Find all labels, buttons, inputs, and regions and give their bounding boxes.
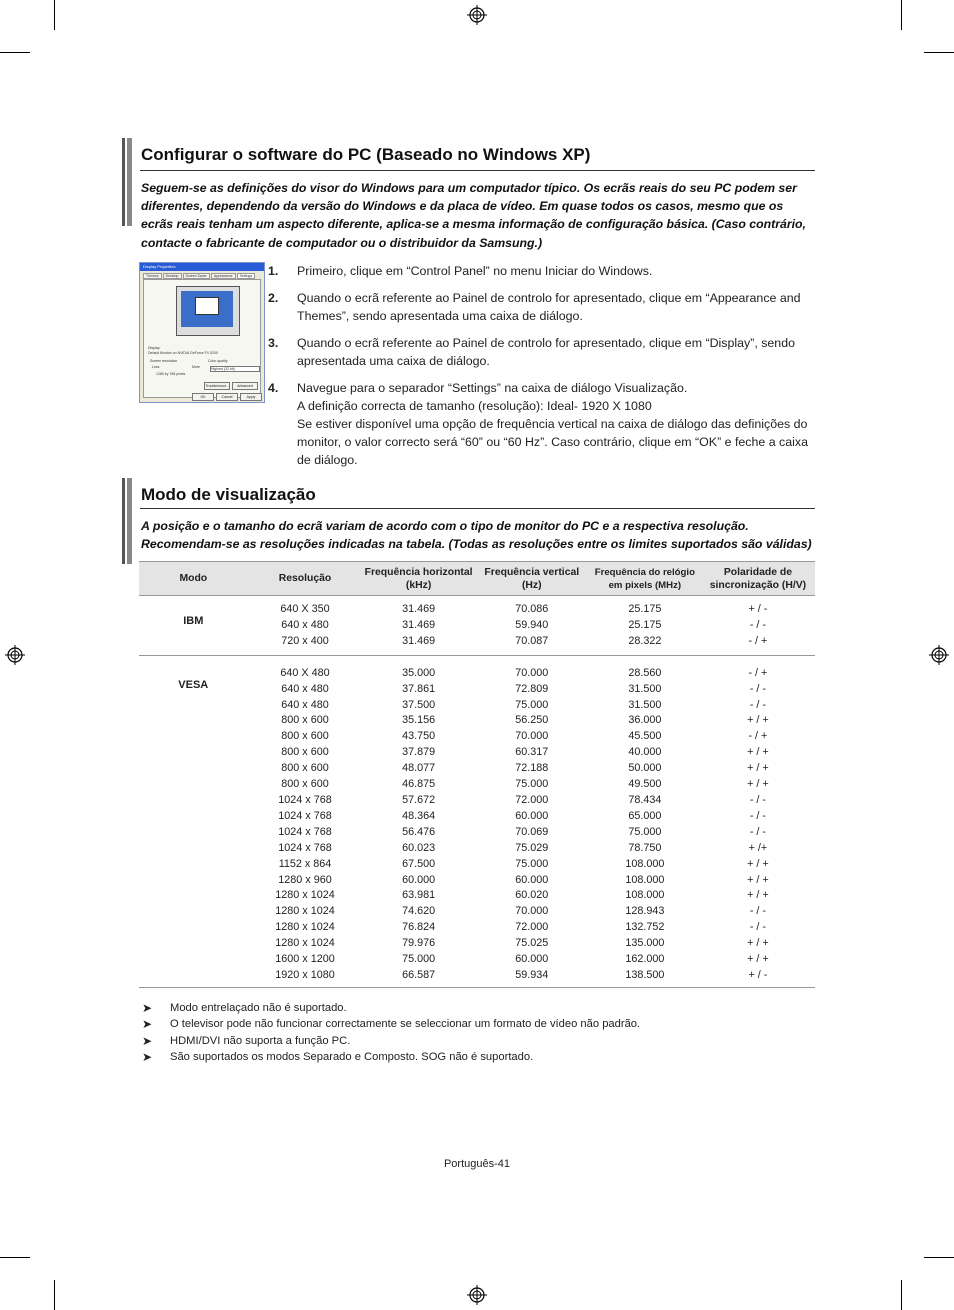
note-text: São suportados os modos Separado e Composto. SOG não é suportado. — [170, 1050, 534, 1063]
table-cell-value: + / - — [748, 603, 768, 615]
table-cell-value: 43.750 — [402, 730, 436, 743]
page-footer: Português-41 — [443, 1158, 511, 1170]
resolution-cell — [248, 655, 363, 987]
table-cell-value: 1024 x 768 — [278, 841, 332, 854]
resolution-more: More — [192, 365, 200, 369]
color-quality-value: Highest (32 bit) — [210, 366, 260, 372]
table-cell-value: - / + — [748, 634, 768, 647]
crop-mark — [54, 1280, 55, 1310]
display-properties-screenshot — [139, 262, 265, 403]
table-cell-value: 70.087 — [515, 634, 549, 647]
crop-mark — [0, 52, 30, 53]
table-cell-value: 1152 x 864 — [278, 857, 332, 870]
table-cell-value: 60.000 — [515, 809, 549, 822]
table-cell-value: - / - — [749, 921, 767, 934]
table-cell-value: 800 x 600 — [281, 746, 329, 759]
table-cell-value: 72.000 — [515, 921, 549, 934]
table-cell-value: + / + — [747, 714, 769, 727]
table-cell-value: 66.587 — [402, 968, 436, 981]
notes-list — [142, 1000, 640, 1065]
table-cell-value: - / - — [749, 618, 767, 631]
table-cell-value: 75.029 — [515, 841, 549, 854]
table-cell-value: 49.500 — [628, 778, 662, 791]
tab-appearance: Appearance — [211, 273, 236, 279]
table-cell-value: + / + — [747, 762, 769, 775]
crop-mark — [924, 52, 954, 53]
table-cell-value: 37.861 — [402, 682, 436, 695]
table-cell-value: 37.879 — [402, 746, 436, 759]
table-cell-value: + / + — [747, 953, 769, 966]
table-cell-value: 60.000 — [515, 953, 549, 966]
section-marker-bar — [122, 138, 132, 226]
table-cell-value: 45.500 — [628, 730, 662, 743]
table-cell-value: - / - — [749, 793, 767, 806]
table-cell-value: 31.500 — [628, 698, 662, 711]
table-cell-value: 1280 x 1024 — [275, 889, 335, 902]
table-cell-value: 28.560 — [628, 666, 662, 679]
table-cell-value: 1280 x 1024 — [275, 921, 335, 934]
crosshair-registration-icon — [929, 645, 949, 665]
display-label: Display: — [148, 346, 161, 350]
table-cell-value: 72.000 — [515, 793, 549, 806]
table-cell-value: 800 x 600 — [281, 714, 329, 727]
table-cell-value: 1600 x 1200 — [275, 953, 335, 966]
table-cell-value: 60.000 — [515, 873, 549, 886]
table-cell-value: 70.000 — [515, 905, 549, 918]
table-cell-value: 135.000 — [625, 937, 665, 950]
table-cell-value: 60.023 — [402, 841, 436, 854]
step-item — [268, 262, 816, 280]
section-intro-pc-software: Seguem-se as definições do visor do Windows para um computador típico. Os ecrãs reais do seu PC podem ser diferentes, dependendo da versão do Windows e da placa de vídeo. Em quase todos os casos, mesmo que os ecrãs reais tenham um aspecto diferente, aplica-se a mesma informação de configuração básica. (Caso contrário, contacte o fabricante de computador ou o distribuidor da Samsung.) — [141, 181, 806, 250]
table-cell-value: 60.020 — [515, 889, 549, 902]
table-cell-value: 56.250 — [515, 714, 549, 727]
vertical-freq-cell — [475, 655, 589, 987]
tab-themes: Themes — [143, 273, 162, 279]
table-cell-value: 76.824 — [402, 921, 436, 934]
arrow-right-icon: ➤ — [142, 1001, 153, 1015]
resolution-less: Less — [152, 365, 160, 369]
table-cell-value: 800 x 600 — [281, 762, 329, 775]
crosshair-registration-icon — [467, 5, 487, 25]
vertical-freq-cell — [475, 596, 589, 656]
table-cell-value: 72.809 — [515, 682, 549, 695]
table-cell-value: 75.000 — [515, 857, 549, 870]
table-cell-value: 35.000 — [402, 666, 436, 679]
table-cell-value: 31.469 — [402, 603, 436, 615]
table-cell-value: 31.469 — [402, 618, 436, 631]
pixel-clock-cell — [589, 596, 701, 656]
tab-settings: Settings — [237, 273, 256, 279]
table-cell-value: 50.000 — [628, 762, 662, 775]
table-cell-value: 40.000 — [628, 746, 662, 759]
header-vertical-freq: Frequência vertical (Hz) — [475, 562, 589, 596]
horizontal-freq-cell — [362, 596, 474, 656]
dialog-title: Display Properties — [140, 263, 264, 271]
table-cell-value: 60.000 — [402, 873, 436, 886]
table-cell-value: + / + — [747, 873, 769, 886]
monitor-preview — [176, 286, 240, 336]
table-cell-value: + / + — [747, 889, 769, 902]
step-text: Quando o ecrã referente ao Painel de controlo for apresentado, clique em “Display”, sendo apresentada uma caixa de diálogo. — [297, 336, 795, 368]
table-cell-value: 70.000 — [515, 730, 549, 743]
table-cell-value: + / + — [747, 778, 769, 791]
table-cell-value: 640 x 480 — [281, 682, 329, 695]
table-cell-value: 74.620 — [402, 905, 436, 918]
section-title-display-mode: Modo de visualização — [141, 485, 316, 504]
table-cell-value: 128.943 — [625, 905, 665, 918]
table-cell-value: + / + — [747, 937, 769, 950]
step-item — [268, 379, 816, 469]
table-cell-value: 75.000 — [402, 953, 436, 966]
step-item — [268, 289, 816, 325]
table-cell-value: - / - — [749, 825, 767, 838]
table-cell-value: 46.875 — [402, 778, 436, 791]
table-cell-value: 79.976 — [402, 937, 436, 950]
cancel-button: Cancel — [216, 393, 238, 401]
table-cell-value: 75.000 — [515, 778, 549, 791]
header-pixel-clock: Frequência do relógio em pixels (MHz) — [589, 562, 701, 596]
arrow-right-icon: ➤ — [142, 1049, 153, 1064]
section-marker-bar — [122, 478, 132, 564]
step-text: A definição correcta de tamanho (resolução): Ideal- 1920 X 1080 — [297, 399, 652, 413]
display-modes-table — [139, 561, 815, 988]
table-cell-value: 138.500 — [625, 968, 665, 981]
table-cell-value: 36.000 — [628, 714, 662, 727]
table-cell-value: 70.069 — [515, 825, 549, 838]
table-cell-value: 1280 x 960 — [278, 873, 332, 886]
note-item — [142, 1016, 640, 1032]
crosshair-registration-icon — [5, 645, 25, 665]
table-cell-value: - / - — [749, 809, 767, 822]
table-cell-value: 1920 x 1080 — [275, 968, 335, 981]
table-cell-value: 75.000 — [515, 698, 549, 711]
table-cell-value: 56.476 — [402, 825, 436, 838]
table-cell-value: 108.000 — [625, 889, 665, 902]
table-cell-value: 25.175 — [628, 618, 662, 631]
crop-mark — [901, 0, 902, 30]
table-cell-value: 63.981 — [402, 889, 436, 902]
step-text: Navegue para o separador “Settings” na caixa de diálogo Visualização. — [297, 381, 688, 395]
table-cell-value: 1024 x 768 — [278, 825, 332, 838]
note-item — [142, 1000, 640, 1016]
table-cell-value: 48.364 — [402, 809, 436, 822]
section-intro-display-mode: A posição e o tamanho do ecrã variam de acordo com o tipo de monitor do PC e a respectiva resolução. Recomendam-se as resoluções indicadas na tabela. (Todas as resoluções entre os limites suportados são válidas) — [141, 519, 812, 552]
steps-list — [268, 262, 816, 478]
crosshair-registration-icon — [467, 1285, 487, 1305]
resolution-cell — [248, 596, 363, 656]
table-cell-value: + / + — [747, 857, 769, 870]
header-horizontal-freq: Frequência horizontal (kHz) — [362, 562, 474, 596]
note-text: HDMI/DVI não suporta a função PC. — [170, 1034, 351, 1047]
table-row — [139, 596, 815, 656]
table-header-row — [139, 562, 815, 596]
advanced-button: Advanced — [232, 382, 258, 390]
table-cell-value: 67.500 — [402, 857, 436, 870]
crop-mark — [924, 1257, 954, 1258]
table-cell-value: 28.322 — [628, 634, 662, 647]
dialog-panel — [143, 279, 261, 398]
crop-mark — [901, 1280, 902, 1310]
mode-cell: IBM — [139, 596, 248, 656]
step-number: 1. — [268, 264, 279, 278]
table-cell-value: - / + — [748, 730, 768, 743]
step-text: Se estiver disponível uma opção de frequência vertical na caixa de diálogo das definições do monitor, o valor correcto será “60” ou “60 Hz”. Caso contrário, clique em “OK” e feche a caixa de diálogo. — [297, 417, 808, 467]
table-cell-value: 640 X 480 — [280, 666, 330, 679]
table-cell-value: 48.077 — [402, 762, 436, 775]
table-cell-value: 720 x 400 — [281, 634, 329, 647]
table-cell-value: 132.752 — [625, 921, 665, 934]
step-number: 2. — [268, 291, 279, 305]
table-cell-value: - / - — [749, 698, 767, 711]
table-cell-value: 57.672 — [402, 793, 436, 806]
table-cell-value: 70.086 — [515, 603, 549, 615]
troubleshoot-button: Troubleshoot... — [205, 384, 229, 388]
sync-polarity-cell — [701, 655, 815, 987]
resolution-value: 1280 by 768 pixels — [156, 372, 186, 376]
table-cell-value: 640 x 480 — [281, 618, 329, 631]
note-text: O televisor pode não funcionar correctamente se seleccionar um formato de vídeo não padrão. — [170, 1018, 641, 1031]
ok-button: OK — [192, 393, 214, 401]
table-cell-value: 60.317 — [515, 746, 549, 759]
table-cell-value: 59.940 — [515, 618, 549, 631]
table-cell-value: 1024 x 768 — [278, 793, 332, 806]
table-cell-value: + / + — [747, 746, 769, 759]
display-value: Default Monitor on NVIDIA GeForce FX 5200 — [148, 351, 218, 355]
crop-mark — [0, 1257, 30, 1258]
table-cell-value: 70.000 — [515, 666, 549, 679]
table-cell-value: 1280 x 1024 — [275, 905, 335, 918]
crop-mark — [54, 0, 55, 30]
table-cell-value: 78.434 — [628, 793, 662, 806]
section-rule — [140, 508, 815, 509]
table-cell-value: 1280 x 1024 — [275, 937, 335, 950]
table-row — [139, 655, 815, 987]
table-cell-value: + / - — [748, 968, 768, 981]
step-text: Quando o ecrã referente ao Painel de controlo for apresentado, clique em “Appearance and Themes”, sendo apresentada uma caixa de diálogo. — [297, 291, 801, 323]
table-cell-value: 72.188 — [515, 762, 549, 775]
table-cell-value: 640 X 350 — [280, 603, 330, 615]
horizontal-freq-cell — [362, 655, 474, 987]
pixel-clock-cell — [589, 655, 701, 987]
table-cell-value: 1024 x 768 — [278, 809, 332, 822]
arrow-right-icon: ➤ — [142, 1017, 153, 1032]
tab-screen-saver: Screen Saver — [183, 273, 210, 279]
header-resolution: Resolução — [248, 562, 363, 596]
section-rule — [140, 170, 815, 171]
table-cell-value: 78.750 — [628, 841, 662, 854]
color-quality-label: Color quality — [208, 359, 228, 363]
table-cell-value: - / - — [749, 905, 767, 918]
table-cell-value: 162.000 — [625, 953, 665, 966]
table-cell-value: - / + — [748, 666, 768, 679]
mode-cell: VESA — [139, 655, 248, 987]
note-item — [142, 1033, 640, 1049]
arrow-right-icon: ➤ — [142, 1033, 153, 1048]
table-cell-value: 800 x 600 — [281, 730, 329, 743]
note-text: Modo entrelaçado não é suportado. — [170, 1002, 347, 1014]
table-cell-value: 65.000 — [628, 809, 662, 822]
table-cell-value: 108.000 — [625, 873, 665, 886]
table-cell-value: 35.156 — [402, 714, 436, 727]
table-cell-value: 108.000 — [625, 857, 665, 870]
table-cell-value: 800 x 600 — [281, 778, 329, 791]
step-number: 4. — [268, 381, 279, 395]
table-cell-value: + /+ — [748, 841, 768, 854]
note-item — [142, 1049, 640, 1065]
table-cell-value: 37.500 — [402, 698, 436, 711]
step-item — [268, 334, 816, 370]
table-cell-value: 59.934 — [515, 968, 549, 981]
tab-desktop: Desktop — [163, 273, 182, 279]
step-text: Primeiro, clique em “Control Panel” no menu Iniciar do Windows. — [297, 264, 653, 278]
sync-polarity-cell — [701, 596, 815, 656]
resolution-label: Screen resolution — [150, 359, 178, 363]
table-cell-value: - / - — [749, 682, 767, 695]
table-cell-value: 640 x 480 — [281, 698, 329, 711]
apply-button: Apply — [240, 393, 262, 401]
step-number: 3. — [268, 336, 279, 350]
table-cell-value: 31.469 — [402, 634, 436, 647]
table-cell-value: 31.500 — [628, 682, 662, 695]
header-sync-polarity: Polaridade de sincronização (H/V) — [701, 562, 815, 596]
header-mode: Modo — [139, 562, 248, 596]
table-cell-value: 75.000 — [628, 825, 662, 838]
table-cell-value: 25.175 — [628, 603, 662, 615]
table-cell-value: 75.025 — [515, 937, 549, 950]
section-title-pc-software: Configurar o software do PC (Baseado no Windows XP) — [141, 145, 591, 164]
